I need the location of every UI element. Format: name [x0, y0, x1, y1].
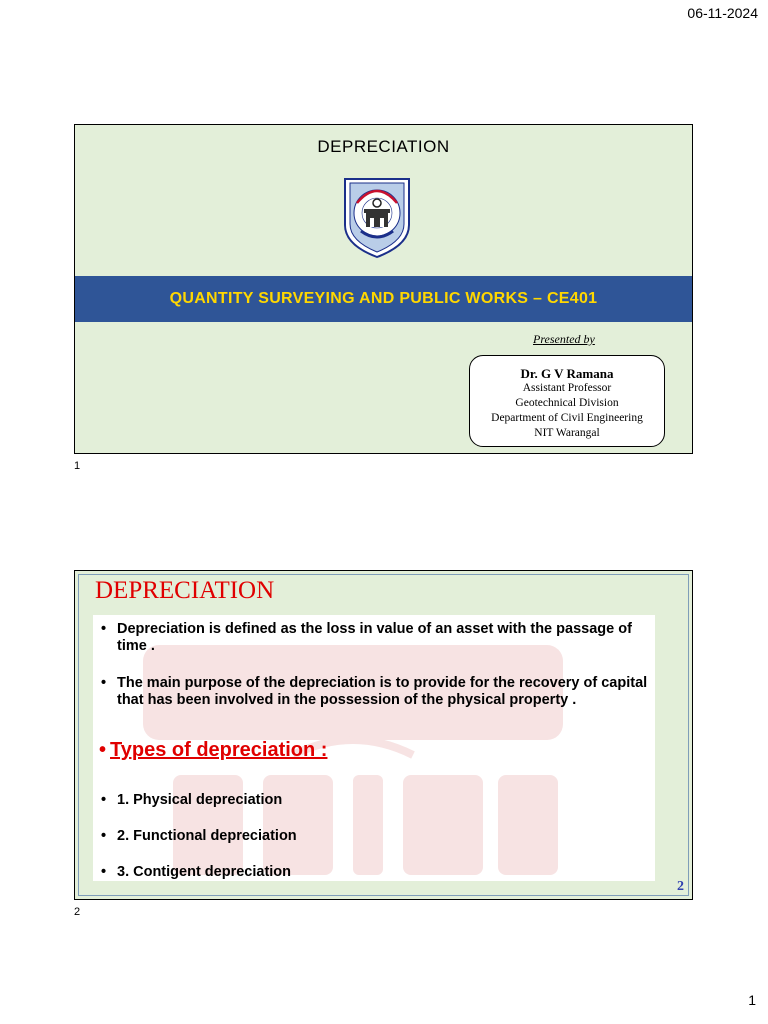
slide-number: 1 [74, 460, 81, 472]
presenter-division: Geotechnical Division [515, 397, 619, 409]
nit-warangal-logo-icon [341, 173, 413, 259]
presenter-institute: NIT Warangal [534, 427, 600, 439]
course-title: QUANTITY SURVEYING AND PUBLIC WORKS – CE401 [169, 290, 598, 307]
type-item-physical: • 1. Physical depreciation [101, 792, 283, 808]
presenter-department: Department of Civil Engineering [491, 412, 643, 424]
presenter-card [469, 355, 665, 447]
types-heading: • Types of depreciation : [99, 739, 328, 761]
course-banner [75, 276, 692, 322]
type-item-contigent: • 3. Contigent depreciation [101, 864, 292, 880]
slide-2-title: DEPRECIATION [95, 577, 275, 604]
slide-number: 2 [74, 906, 81, 918]
print-date: 06-11-2024 [687, 5, 758, 21]
content-panel [93, 615, 655, 881]
type-item-functional: • 2. Functional depreciation [101, 828, 297, 844]
slide-corner-number: 2 [677, 879, 684, 894]
presenter-title: Assistant Professor [522, 382, 612, 394]
presenter-name: Dr. G V Ramana [520, 366, 614, 381]
purpose-bullet: • The main purpose of the depreciation is to provide for the recovery of capital that has been involved in the possession of the physical property . [101, 675, 648, 708]
slide-1-title: DEPRECIATION [317, 137, 450, 156]
definition-bullet: • Depreciation is defined as the loss in value of an asset with the passage of time . [101, 621, 632, 654]
page-number: 1 [748, 992, 756, 1008]
slide-1 [74, 124, 693, 454]
slide-2 [74, 570, 693, 900]
presented-by-label: Presented by [533, 332, 595, 346]
